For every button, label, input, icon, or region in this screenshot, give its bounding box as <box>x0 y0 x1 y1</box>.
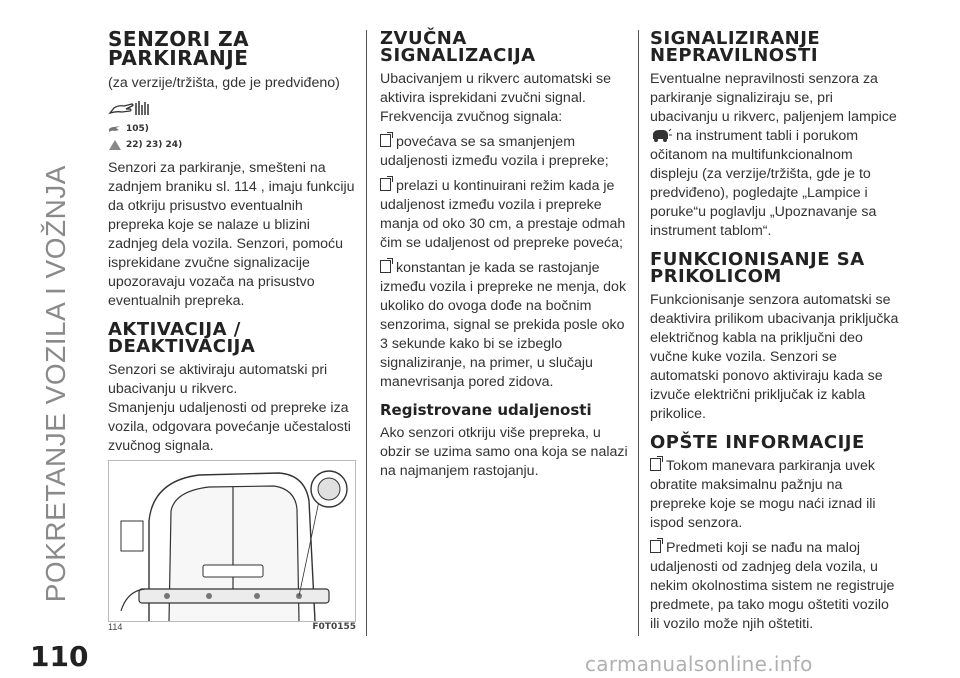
faults-paragraph-part-b: na instrument tabli i porukom očitanom na multifunkcionalnom displeju (za verzije/tržišta, gde je to predviđeno), pogledajte „Lampice i poruke“u poglavlju „Upoznavanje sa instrument tablom“. <box>650 128 877 239</box>
note-row-2 <box>108 139 358 151</box>
acoustic-bullet-2 <box>380 177 628 253</box>
parking-sensors-body: Senzori za parkiranje, smešteni na zadnjem braniku sl. 114 , imaju funkciju da otkriju prisustvo eventualnih prepreka koje se nalaze u blizini zadnjeg dela vozila. Senzori, pomoću isprekidane zvučne signalizacije upozoravaju vozača na prisustvo eventualnih prepreka. <box>108 160 355 309</box>
bullet-icon <box>650 540 661 553</box>
note-ref-2: 22) 23) 24) <box>126 140 183 150</box>
registered-distances-paragraph: Ako senzori otkriju više prepreka, u obzir se uzima samo ona koja se nalazi na najmanjem rastojanju. <box>380 425 628 479</box>
section-title-general-info: OPŠTE INFORMACIJE <box>650 432 865 453</box>
watermark: carmanualsonline.info <box>585 652 813 676</box>
note-ref-1: 105) <box>126 124 149 134</box>
hand-pointer-icon <box>108 99 152 119</box>
column-1 <box>108 27 358 462</box>
note-row-1 <box>108 123 358 135</box>
hand-icon-row <box>108 99 358 119</box>
bullet-icon <box>380 178 391 191</box>
faults-paragraph <box>650 70 900 241</box>
figure-number: 114 <box>108 622 123 632</box>
acoustic-bullet-2-text: prelazi u kontinuirani režim kada je udaljenost između vozila i prepreke manja od oko 30 cm, a prestaje odmah čim se udaljenost od prepreke poveća; <box>380 178 626 251</box>
section-title-acoustic: ZVUČNA SIGNALIZACIJA <box>380 28 536 66</box>
acoustic-bullet-1-text: povećava se sa smanjenjem udaljenosti između vozila i prepreke; <box>380 134 609 169</box>
general-bullet-2 <box>650 539 900 634</box>
parking-sensor-lamp-icon <box>650 127 672 143</box>
trailer-paragraph: Funkcionisanje senzora automatski se deaktivira prilikom ubacivanja priključka električnog kabla na priključni deo vučne kuke vozila. Senzori se automatski ponovo aktiviraju kada se izvuče električni priključak iz kabla prikolice. <box>650 292 899 422</box>
activation-paragraph-1: Senzori se aktiviraju automatski pri ubacivanju u rikverc. <box>108 362 328 397</box>
figure-rear-bumper <box>108 460 356 622</box>
general-bullet-2-text: Predmeti koji se nađu na maloj udaljenosti od zadnjeg dela vozila, u nekim okolnostima sistem ne registruje predmete, pa tako mogu oštetiti vozilo ili vozilo može njih oštetiti. <box>650 540 895 632</box>
bullet-icon <box>380 260 391 273</box>
availability-note: (za verzije/tržišta, gde je predviđeno) <box>108 75 340 91</box>
chapter-side-title <box>36 42 76 602</box>
section-title-trailer: FUNKCIONISANJE SA PRIKOLICOM <box>650 249 865 287</box>
acoustic-bullet-3 <box>380 259 628 392</box>
general-bullet-1 <box>650 457 900 533</box>
bullet-icon <box>380 134 391 147</box>
figure-code: F0T0155 <box>312 622 356 632</box>
general-bullet-1-text: Tokom manevara parkiranja uvek obratite maksimalnu pažnju na prepreke koje se mogu naći iznad ili ispod senzora. <box>650 458 876 531</box>
section-title-registered-distances: Registrovane udaljenosti <box>380 401 592 419</box>
column-divider-1 <box>366 30 367 636</box>
faults-paragraph-part-a: Eventualne nepravilnosti senzora za parkiranje signaliziraju se, pri ubacivanju u rikverc, paljenjem lampice <box>650 71 897 125</box>
acoustic-intro: Ubacivanjem u rikverc automatski se aktivira isprekidani zvučni signal. Frekvencija zvučnog signala: <box>380 71 612 125</box>
chapter-side-title-text: POKRETANJE VOZILA I VOŽNJA <box>40 164 71 602</box>
acoustic-bullet-3-text: konstantan je kada se rastojanje između vozila i prepreke ne menja, dok ukoliko do ovoga dođe na bočnim senzorima, signal se prekida posle oko 3 sekunde kako bi se izbeglo signaliziranje, na primer, u slučaju manevrisanja pored zidova. <box>380 260 627 390</box>
column-divider-2 <box>638 30 639 636</box>
hand-pointer-icon-small <box>108 123 122 135</box>
section-title-faults: SIGNALIZIRANJE NEPRAVILNOSTI <box>650 28 821 66</box>
page-number: 110 <box>30 640 89 673</box>
van-rear-illustration <box>109 461 355 621</box>
acoustic-bullet-1 <box>380 133 628 171</box>
section-title-activation: AKTIVACIJA / DEAKTIVACIJA <box>108 319 256 357</box>
column-2 <box>380 30 628 487</box>
warning-triangle-icon <box>108 139 122 151</box>
section-title-parking-sensors: SENZORI ZA PARKIRANJE <box>108 27 250 70</box>
column-3 <box>650 30 900 640</box>
figure-caption <box>108 622 356 632</box>
bullet-icon <box>650 458 661 471</box>
activation-paragraph-2: Smanjenju udaljenosti od prepreke iza vozila, odgovara povećanje učestalosti zvučnog signala. <box>108 400 351 454</box>
